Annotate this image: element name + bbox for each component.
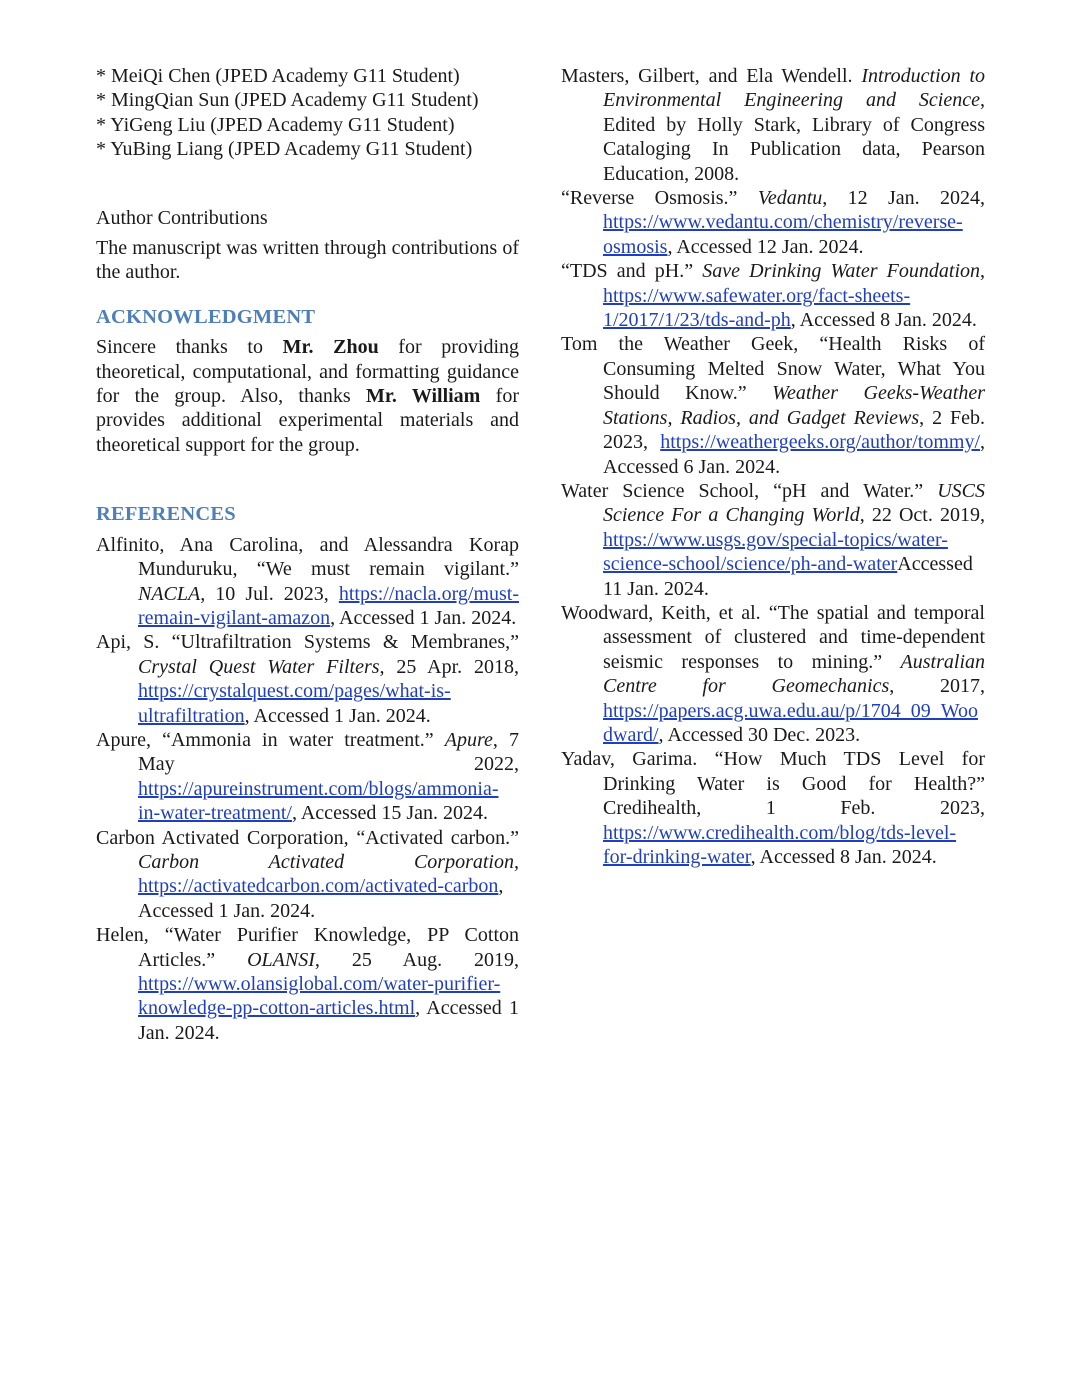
reference-entry: Helen, “Water Purifier Knowledge, PP Cotton Articles.” OLANSI, 25 Aug. 2019, https://www.olansiglobal.com/water-purifier-knowledge-pp-cotton-articles.html, Accessed 1 Jan. 2024. — [96, 924, 519, 1044]
acknowledged-person: Mr. Zhou — [282, 336, 379, 359]
author-contributions-text: The manuscript was written through contributions of the author. — [96, 237, 519, 284]
acknowledged-person: Mr. William — [365, 385, 481, 408]
reference-link[interactable]: https://www.usgs.gov/special-topics/water-science-school/science/ph-and-water — [603, 528, 948, 576]
reference-entry: Yadav, Garima. “How Much TDS Level for Drinking Water is Good for Health?” Credihealth, 1 Feb. 2023, https://www.credihealth.com/blog/tds-level-for-drinking-water, Accessed 8 Jan. 2024. — [561, 748, 985, 868]
reference-entry: Tom the Weather Geek, “Health Risks of Consuming Melted Snow Water, What You Should Know.” Weather Geeks-Weather Stations, Radios, and Gadget Reviews, 2 Feb. 2023, https://weathergeeks.org/author/tommy/, Accessed 6 Jan. 2024. — [561, 333, 985, 478]
reference-link[interactable]: https://weathergeeks.org/author/tommy/ — [660, 431, 980, 454]
reference-link[interactable]: https://www.safewater.org/fact-sheets-1/2017/1/23/tds-and-ph — [603, 284, 911, 332]
reference-entry: Alfinito, Ana Carolina, and Alessandra Korap Munduruku, “We must remain vigilant.” NACLA, 10 Jul. 2023, https://nacla.org/must-remain-vigilant-amazon, Accessed 1 Jan. 2024. — [96, 533, 519, 629]
author-line: * MingQian Sun (JPED Academy G11 Student) — [96, 89, 479, 112]
reference-link[interactable]: https://www.olansiglobal.com/water-purifier-knowledge-pp-cotton-articles.html — [138, 973, 501, 1020]
author-line: * YiGeng Liu (JPED Academy G11 Student) — [96, 113, 455, 136]
author-contributions-heading: Author Contributions — [96, 206, 268, 229]
reference-link[interactable]: https://apureinstrument.com/blogs/ammonia-in-water-treatment/ — [138, 777, 499, 825]
reference-entry: Water Science School, “pH and Water.” USCS Science For a Changing World, 22 Oct. 2019, https://www.usgs.gov/special-topics/water-science-school/science/ph-and-waterAccessed 11 Jan. 2024. — [561, 479, 985, 600]
reference-entry: Api, S. “Ultrafiltration Systems & Membranes,” Crystal Quest Water Filters, 25 Apr. 2018, https://crystalquest.com/pages/what-is-ultrafiltration, Accessed 1 Jan. 2024. — [96, 631, 519, 727]
reference-link[interactable]: https://www.credihealth.com/blog/tds-level-for-drinking-water — [603, 821, 957, 868]
reference-link[interactable]: https://www.vedantu.com/chemistry/reverse-osmosis — [603, 211, 963, 258]
author-line: * MeiQi Chen (JPED Academy G11 Student) — [96, 65, 460, 87]
reference-list-left — [96, 533, 519, 1046]
reference-list-right — [561, 64, 985, 869]
reference-entry: “TDS and pH.” Save Drinking Water Foundation, https://www.safewater.org/fact-sheets-1/2017/1/23/tds-and-ph, Accessed 8 Jan. 2024. — [561, 260, 986, 332]
author-list — [96, 64, 519, 162]
reference-link[interactable]: https://nacla.org/must-remain-vigilant-amazon — [138, 582, 519, 629]
acknowledgment-heading: ACKNOWLEDGMENT — [96, 305, 316, 328]
reference-entry: Carbon Activated Corporation, “Activated carbon.” Carbon Activated Corporation, https://activatedcarbon.com/activated-carbon, Accessed 1 Jan. 2024. — [96, 826, 519, 922]
acknowledgment-text: Sincere thanks to Mr. Zhou for providing theoretical, computational, and formatting guidance for the group. Also, thanks Mr. William for provides additional experimental materials and theoretical support for the group. — [96, 336, 520, 456]
reference-link[interactable]: https://crystalquest.com/pages/what-is-ultrafiltration — [138, 680, 451, 727]
reference-link[interactable]: https://papers.acg.uwa.edu.au/p/1704_09_Woodward/ — [603, 699, 978, 746]
left-column — [96, 64, 519, 1045]
right-column — [561, 64, 985, 869]
reference-entry: Masters, Gilbert, and Ela Wendell. Introduction to Environmental Engineering and Science, Edited by Holly Stark, Library of Congress Cataloging In Publication data, Pearson Education, 2008. — [561, 65, 985, 185]
reference-link[interactable]: https://activatedcarbon.com/activated-carbon — [138, 875, 499, 898]
references-heading: REFERENCES — [96, 503, 236, 526]
reference-entry: “Reverse Osmosis.” Vedantu, 12 Jan. 2024, https://www.vedantu.com/chemistry/reverse-osmosis, Accessed 12 Jan. 2024. — [561, 187, 985, 258]
reference-entry: Woodward, Keith, et al. “The spatial and temporal assessment of clustered and time-dependent seismic responses to mining.” Australian Centre for Geomechanics, 2017, https://papers.acg.uwa.edu.au/p/1704_09_Woodward/, Accessed 30 Dec. 2023. — [561, 601, 986, 746]
author-line: * YuBing Liang (JPED Academy G11 Student) — [96, 138, 473, 161]
reference-entry: Apure, “Ammonia in water treatment.” Apure, 7 May 2022, https://apureinstrument.com/blogs/ammonia-in-water-treatment/, Accessed 15 Jan. 2024. — [96, 728, 519, 825]
